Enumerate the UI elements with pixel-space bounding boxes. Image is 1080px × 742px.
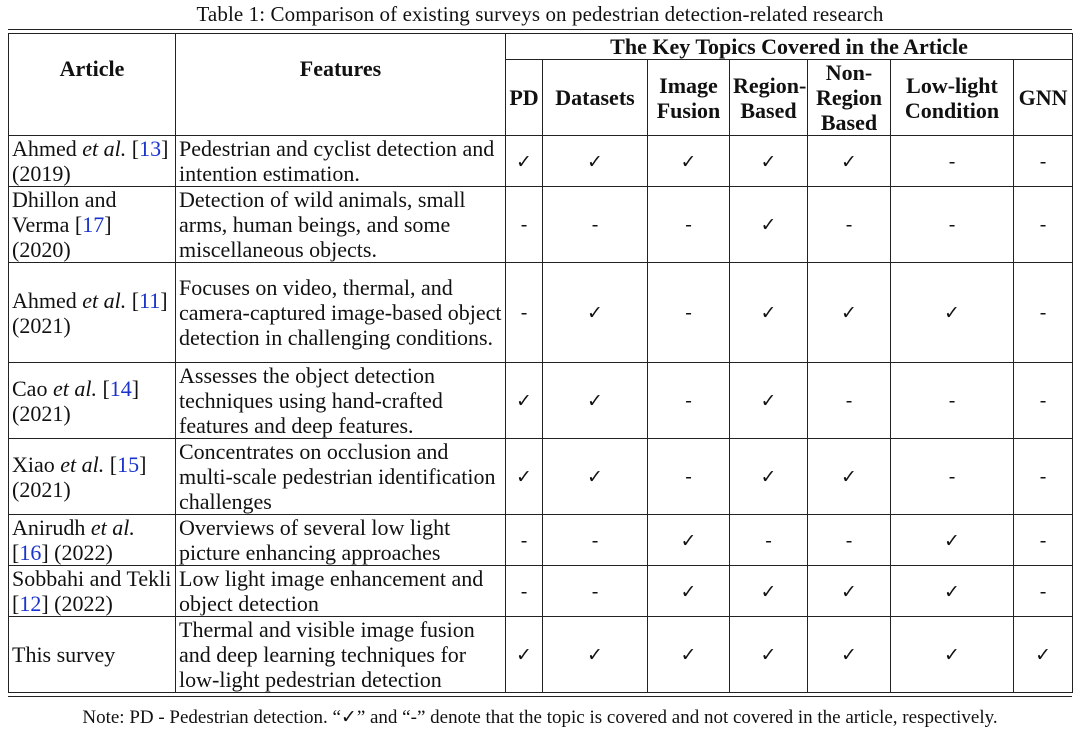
table-row: [9, 263, 1073, 363]
dash-icon: [1014, 515, 1073, 566]
topic-mark: ✓: [680, 644, 697, 666]
topic-mark: ✓: [760, 466, 777, 488]
table-note: Note: PD - Pedestrian detection. “✓” and “-” denote that the topic is covered and not covered in the article, respectively.: [82, 707, 998, 728]
features-cell: Detection of wild animals, small arms, human beings, and some miscellaneous objects.: [176, 187, 506, 263]
check-icon: [543, 363, 648, 439]
article-bracket-close: ]: [139, 451, 147, 477]
article-bracket-open: [: [126, 136, 140, 161]
article-name: Ahmed: [12, 136, 83, 161]
check-icon: [730, 439, 808, 515]
article-year: (2019): [12, 161, 71, 186]
features-cell: Concentrates on occlusion and multi-scale pedestrian identification challenges: [176, 439, 506, 515]
dash-icon: [1014, 136, 1073, 187]
citation-link[interactable]: 16: [19, 540, 42, 565]
topic-mark: ✓: [760, 150, 777, 173]
topic-mark: -: [948, 390, 956, 412]
article-bracket-close: ]: [41, 540, 49, 565]
topic-mark: ✓: [944, 529, 960, 552]
check-icon: [506, 439, 543, 515]
topic-mark: -: [845, 214, 853, 236]
top-rule: [8, 29, 1072, 30]
article-name: This survey: [12, 642, 116, 667]
topic-mark: -: [765, 529, 772, 552]
article-bracket-close: ]: [41, 591, 49, 616]
table-row: [9, 439, 1073, 515]
check-icon: [891, 263, 1014, 363]
topic-mark: -: [591, 580, 599, 603]
article-name: Xiao: [12, 451, 61, 477]
dash-icon: [730, 515, 808, 566]
dash-icon: [506, 187, 543, 263]
topic-mark: ✓: [841, 644, 857, 666]
check-icon: [648, 515, 730, 566]
header-topic: [648, 60, 730, 136]
article-cell: [9, 263, 176, 363]
dash-icon: [891, 363, 1014, 439]
article-cell: [9, 566, 176, 617]
citation-link[interactable]: 15: [117, 451, 140, 477]
topic-mark: ✓: [516, 466, 532, 488]
header-topic: [506, 60, 543, 136]
article-year: (2021): [12, 476, 71, 502]
table-row: [9, 363, 1073, 439]
features-cell: Thermal and visible image fusion and deep learning techniques for low-light pedestrian detection: [176, 617, 506, 693]
article-bracket-close: ]: [104, 212, 112, 237]
header-topic-line: Image: [659, 72, 718, 98]
dash-icon: [1014, 363, 1073, 439]
comparison-table: [8, 33, 1073, 693]
topic-mark: ✓: [841, 580, 857, 603]
features-cell: Low light image enhancement and object detection: [176, 566, 506, 617]
bottom-rule: [8, 696, 1072, 697]
header-features: Features: [176, 34, 506, 136]
topic-mark: -: [1039, 580, 1047, 603]
topic-mark: ✓: [760, 214, 777, 236]
article-bracket-close: ]: [131, 375, 140, 401]
check-icon: [1014, 617, 1073, 693]
check-icon: [506, 617, 543, 693]
topic-mark: ✓: [760, 302, 777, 324]
dash-icon: [808, 187, 891, 263]
topic-mark: -: [685, 302, 692, 324]
article-name: Ahmed: [12, 287, 83, 313]
article-bracket-open: [: [96, 375, 110, 401]
header-topic-line: Fusion: [656, 97, 721, 123]
check-icon: [506, 136, 543, 187]
article-year: (2021): [12, 312, 71, 338]
topic-mark: -: [685, 214, 692, 236]
article-cell: [9, 515, 176, 566]
header-topic-line: Datasets: [555, 85, 635, 110]
topic-mark: -: [1039, 529, 1047, 552]
topic-mark: -: [520, 302, 528, 324]
article-name: Anirudh: [12, 515, 91, 540]
check-icon: [730, 363, 808, 439]
dash-icon: [648, 439, 730, 515]
topic-mark: -: [948, 150, 956, 173]
dash-icon: [506, 263, 543, 363]
article-cell: [9, 187, 176, 263]
check-icon: [648, 136, 730, 187]
article-cell: [9, 617, 176, 693]
check-icon: [730, 136, 808, 187]
header-topic: [891, 60, 1014, 136]
dash-icon: [506, 515, 543, 566]
topic-mark: ✓: [680, 529, 697, 552]
check-icon: [808, 136, 891, 187]
dash-icon: [543, 187, 648, 263]
check-icon: [730, 187, 808, 263]
topic-mark: ✓: [760, 644, 777, 666]
topic-mark: ✓: [841, 466, 857, 488]
topic-mark: -: [1039, 390, 1047, 412]
topic-mark: -: [1039, 214, 1047, 236]
topic-mark: ✓: [944, 580, 960, 603]
table-row: [9, 515, 1073, 566]
table-row: [9, 136, 1073, 187]
topic-mark: ✓: [1035, 644, 1051, 666]
header-topic-line: Based: [740, 97, 797, 123]
check-icon: [808, 617, 891, 693]
header-topic: [730, 60, 808, 136]
article-year: (2022): [54, 591, 113, 616]
citation-link[interactable]: 17: [82, 212, 105, 237]
header-topic-line: Region-: [733, 72, 807, 98]
dash-icon: [648, 263, 730, 363]
article-cell: [9, 439, 176, 515]
table-row: [9, 617, 1073, 693]
topic-mark: -: [1039, 150, 1047, 173]
dash-icon: [1014, 263, 1073, 363]
topic-mark: -: [948, 466, 956, 488]
article-bracket-close: ]: [160, 287, 168, 313]
check-icon: [543, 136, 648, 187]
check-icon: [891, 566, 1014, 617]
topic-mark: -: [948, 214, 956, 236]
check-icon: [543, 617, 648, 693]
article-name: Cao: [12, 375, 53, 401]
check-icon: [648, 617, 730, 693]
article-cell: [9, 136, 176, 187]
check-icon: [730, 566, 808, 617]
check-icon: [730, 617, 808, 693]
check-icon: [891, 617, 1014, 693]
dash-icon: [808, 515, 891, 566]
citation-link[interactable]: 14: [109, 375, 132, 401]
topic-mark: ✓: [841, 150, 857, 173]
topic-mark: -: [1039, 466, 1047, 488]
dash-icon: [506, 566, 543, 617]
check-icon: [730, 263, 808, 363]
header-topic-line: GNN: [1018, 85, 1068, 110]
topic-mark: -: [845, 529, 853, 552]
header-topics-group: The Key Topics Covered in the Article: [506, 34, 1073, 60]
check-icon: [543, 439, 648, 515]
header-topic-line: Region: [816, 85, 882, 110]
article-name: Dhillon and Verma [: [12, 187, 117, 237]
header-topic: [1014, 60, 1073, 136]
topic-mark: ✓: [760, 390, 777, 412]
topic-mark: ✓: [760, 580, 777, 603]
topic-mark: ✓: [587, 466, 603, 488]
dash-icon: [648, 187, 730, 263]
article-etal: et al.: [82, 136, 127, 161]
topic-mark: -: [520, 529, 528, 552]
table-caption: Table 1: Comparison of existing surveys on pedestrian detection-related research: [196, 2, 884, 26]
dash-icon: [891, 187, 1014, 263]
topic-mark: ✓: [587, 390, 603, 412]
article-year: (2020): [12, 237, 71, 262]
topic-mark: ✓: [516, 390, 532, 412]
topic-mark: ✓: [944, 644, 960, 666]
article-cell: [9, 363, 176, 439]
article-name: Sobbahi and Tekli [: [12, 566, 172, 616]
article-bracket-open: [: [126, 287, 140, 313]
topic-mark: ✓: [587, 302, 603, 324]
article-bracket-close: ]: [161, 136, 169, 161]
topic-mark: -: [685, 466, 692, 488]
topic-mark: ✓: [516, 150, 532, 173]
check-icon: [808, 439, 891, 515]
header-topic-line: PD: [509, 85, 539, 110]
table-body: [9, 136, 1073, 693]
header-topic: [543, 60, 648, 136]
header-topic-line: Low-light: [906, 72, 998, 98]
citation-link[interactable]: 13: [139, 136, 162, 161]
dash-icon: [1014, 439, 1073, 515]
header-topic-line: Non-: [825, 60, 873, 85]
topic-mark: ✓: [680, 150, 697, 173]
header-topic-line: Based: [820, 110, 878, 135]
article-etal: et al.: [82, 287, 127, 313]
dash-icon: [1014, 187, 1073, 263]
check-icon: [808, 263, 891, 363]
dash-icon: [891, 439, 1014, 515]
citation-link[interactable]: 12: [19, 591, 42, 616]
check-icon: [506, 363, 543, 439]
topic-mark: -: [591, 214, 599, 236]
topic-mark: ✓: [944, 302, 960, 324]
article-etal: et al.: [60, 451, 105, 477]
header-article: Article: [9, 34, 176, 136]
check-icon: [891, 515, 1014, 566]
article-year: (2022): [54, 540, 113, 565]
dash-icon: [543, 566, 648, 617]
dash-icon: [648, 363, 730, 439]
topic-mark: -: [685, 390, 692, 412]
article-etal: et al.: [52, 375, 97, 401]
topic-mark: ✓: [587, 150, 603, 173]
check-icon: [648, 566, 730, 617]
topic-mark: -: [845, 390, 853, 412]
article-etal: et al.: [90, 515, 135, 540]
header-topic-line: Condition: [904, 97, 1000, 123]
topic-mark: ✓: [841, 302, 857, 324]
topic-mark: -: [520, 580, 528, 603]
features-cell: Assesses the object detection techniques using hand-crafted features and deep features.: [176, 363, 506, 439]
article-bracket-open: [: [12, 540, 20, 565]
check-icon: [808, 566, 891, 617]
features-cell: Overviews of several low light picture enhancing approaches: [176, 515, 506, 566]
article-bracket-open: [: [104, 451, 118, 477]
topic-mark: ✓: [587, 644, 603, 666]
features-cell: Focuses on video, thermal, and camera-captured image-based object detection in challenging conditions.: [176, 263, 506, 363]
dash-icon: [1014, 566, 1073, 617]
topic-mark: ✓: [516, 644, 532, 666]
article-year: (2021): [12, 400, 71, 426]
table-row: [9, 187, 1073, 263]
table-row: [9, 566, 1073, 617]
topic-mark: ✓: [680, 580, 697, 603]
dash-icon: [891, 136, 1014, 187]
features-cell: Pedestrian and cyclist detection and intention estimation.: [176, 136, 506, 187]
topic-mark: -: [520, 214, 528, 236]
dash-icon: [543, 515, 648, 566]
dash-icon: [808, 363, 891, 439]
topic-mark: -: [591, 529, 599, 552]
check-icon: [543, 263, 648, 363]
topic-mark: -: [1039, 302, 1047, 324]
header-topic: [808, 60, 891, 136]
citation-link[interactable]: 11: [139, 287, 161, 313]
